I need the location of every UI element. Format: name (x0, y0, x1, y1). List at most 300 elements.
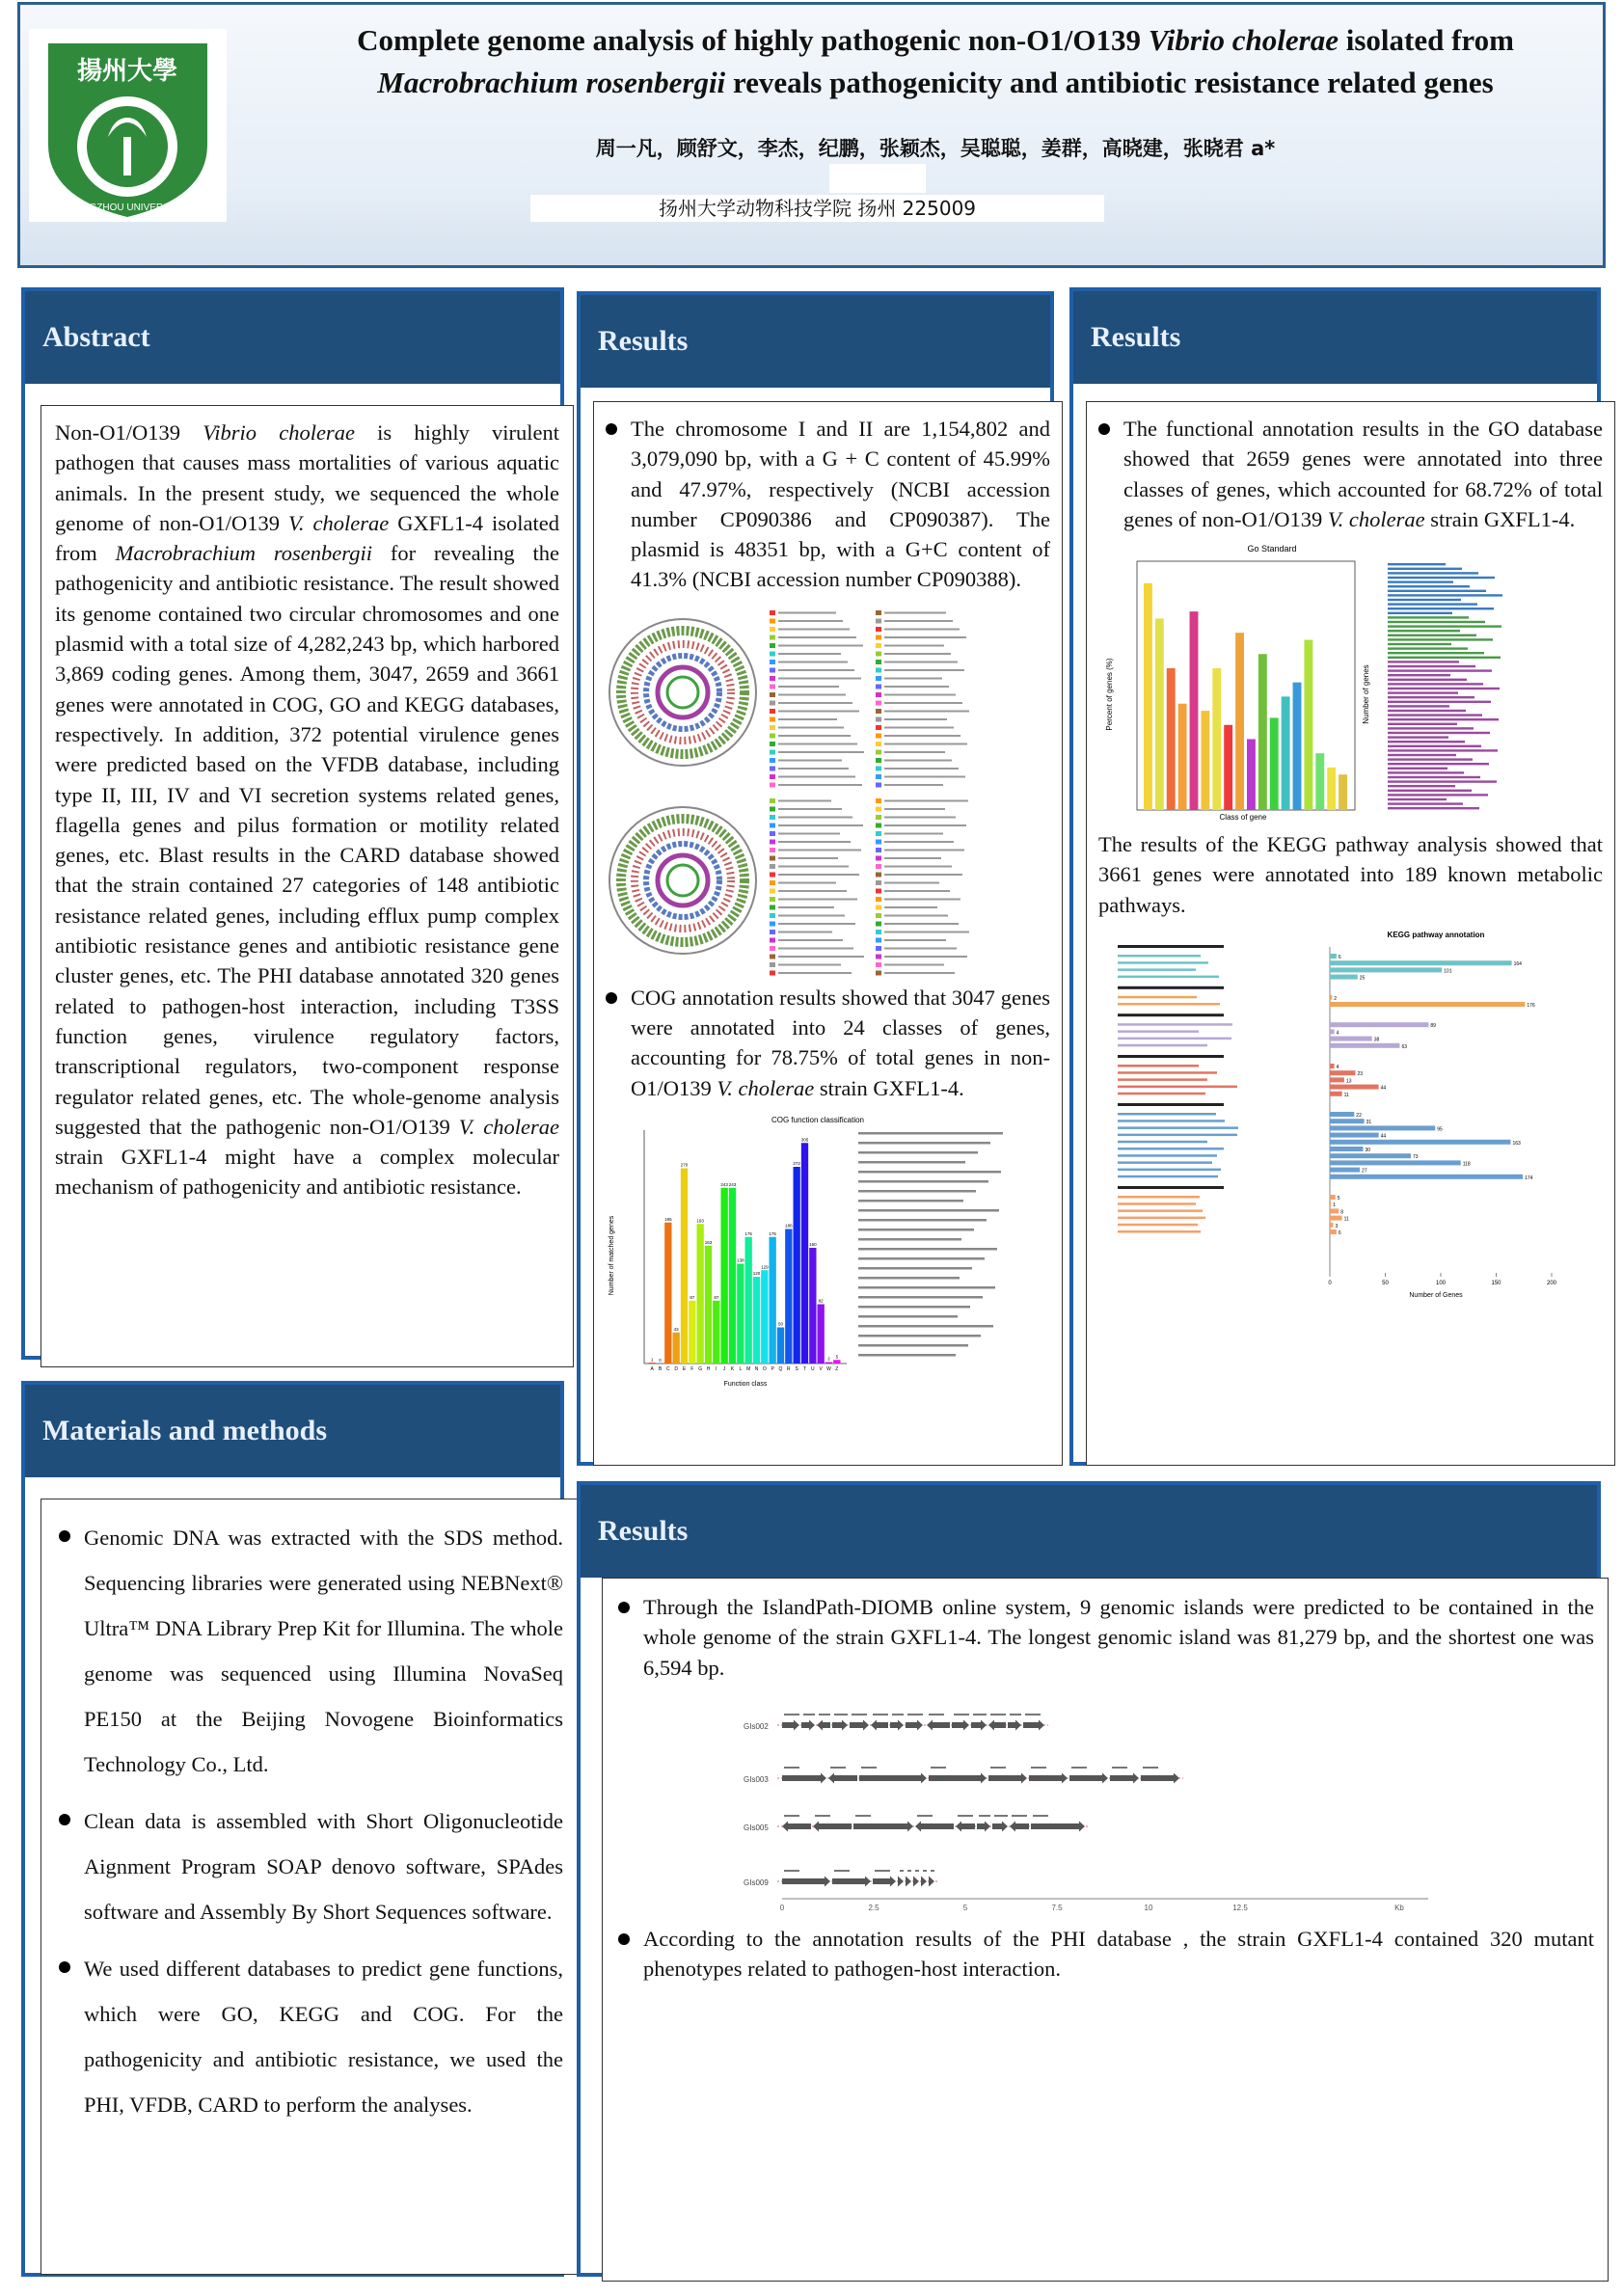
go-legend-line (1388, 657, 1501, 659)
cog-bar-value: 0 (659, 1357, 662, 1363)
legend-swatch (770, 962, 775, 967)
legend-line (884, 686, 949, 688)
go-legend-line (1388, 599, 1461, 601)
results3-bullet-1: Through the IslandPath-DIOMB online system, 9 genomic islands were predicted to be contained in the whole genome of the strain GXFL1-4. The longest genomic island was 81,279 bp, and the shortest one was 6,594 bp. (618, 1592, 1594, 1683)
kegg-item-label-bar (1118, 961, 1208, 964)
legend-line (778, 824, 863, 826)
legend-line (884, 702, 962, 704)
gi-row-label: GIs003 (744, 1774, 769, 1784)
kegg-bar-value: 174 (1525, 1175, 1533, 1181)
legend-swatch (876, 618, 881, 623)
redaction-bar (829, 164, 926, 193)
kegg-tick-label: 0 (1328, 1281, 1332, 1287)
kegg-bar (1330, 1216, 1342, 1221)
cog-tick-label: D (674, 1365, 678, 1372)
cog-bar-F (689, 1301, 695, 1364)
gi-gene-label (1112, 1767, 1127, 1769)
kegg-tick-label: 150 (1491, 1281, 1501, 1287)
go-legend-line (1388, 612, 1452, 614)
kegg-bar (1330, 1092, 1342, 1096)
kegg-item-label-bar (1118, 1217, 1205, 1220)
circos-figure (606, 601, 1050, 977)
cog-legend-line (858, 1219, 987, 1222)
legend-line (778, 799, 831, 801)
go-legend-line (1388, 638, 1493, 640)
legend-swatch (876, 864, 881, 869)
cog-bar-H (705, 1246, 712, 1364)
cog-bar-value: 195 (664, 1216, 672, 1222)
cog-bar-value: 5 (835, 1354, 839, 1360)
gi-gene-arrow (921, 1876, 927, 1886)
go-legend-line (1388, 807, 1479, 809)
gi-row-label: GIs002 (744, 1721, 769, 1731)
legend-line (778, 865, 849, 867)
methods-bullet-3: We used different databases to predict gene functions, which were GO, KEGG and COG. For the pathogenicity and antibiotic resistance, we used the PHI, VFDB, CARD to perform the analyses. (59, 1946, 563, 2127)
legend-swatch (876, 888, 881, 893)
legend-line (778, 906, 834, 908)
legend-line (884, 931, 969, 932)
go-legend-line (1388, 652, 1484, 654)
gi-gene-arrow (929, 1876, 934, 1886)
cog-tick-label: Z (835, 1365, 839, 1372)
legend-swatch (770, 651, 775, 656)
logo-ring-text: YANGZHOU UNIVERSITY (69, 203, 185, 213)
go-legend-line (1388, 785, 1455, 787)
cog-bar-R (785, 1229, 792, 1364)
kegg-bar-value: 31 (1366, 1120, 1372, 1126)
genomic-islands-figure (618, 1696, 1594, 1918)
gi-gene-label (784, 1815, 799, 1817)
go-legend-line (1388, 763, 1489, 765)
cog-legend-line (858, 1296, 983, 1299)
gi-gene-label (973, 1714, 987, 1715)
kegg-axis (1328, 1273, 1556, 1286)
kegg-bar (1330, 1175, 1523, 1179)
go-legend-line (1388, 794, 1488, 796)
legend-line (884, 808, 945, 810)
kegg-item-label-bar (1118, 1038, 1231, 1040)
legend-swatch (876, 709, 881, 714)
legend-line (778, 972, 852, 974)
gi-gene-label (990, 1767, 1006, 1769)
go-legend-line (1388, 741, 1465, 743)
gi-gene-label (958, 1815, 973, 1817)
go-legend-line (1388, 665, 1475, 667)
kegg-chart (1098, 926, 1603, 1311)
legend-line (778, 898, 857, 900)
go-legend-line (1388, 759, 1473, 761)
go-legend-line (1388, 705, 1449, 707)
kegg-bar (1330, 954, 1337, 959)
cog-bar-T (801, 1143, 808, 1364)
kegg-bar (1330, 1112, 1354, 1117)
cog-bar-L (737, 1263, 744, 1364)
kegg-bar-value: 8 (1340, 1209, 1343, 1216)
gi-gene-arrow (782, 1772, 826, 1783)
gi-gene-label (917, 1815, 933, 1817)
affiliation: 扬州大学动物科技学院 扬州 225009 (530, 195, 1104, 222)
kegg-group-label-bar (1118, 945, 1224, 948)
go-legend-line (1388, 661, 1459, 662)
results2-bullet-1: The functional annotation results in the GO database showed that 2659 genes were annotated into three classes of genes, which accounted for 68.72% of total genes of non-O1/O139 V. cholerae strain GXFL1-4. (1098, 414, 1603, 534)
legend-line (884, 874, 962, 876)
university-logo (29, 29, 227, 222)
go-legend-line (1388, 696, 1474, 698)
results1-bullet-1: The chromosome I and II are 1,154,802 and 3,079,090 bp, with a G + C content of 45.99% and 47.97%, respectively (NCBI accession number CP090386 and CP090387). The plasmid is 48351 bp, with a G+C content of 41.3% (NCBI accession number CP090388). (606, 414, 1050, 595)
cog-tick-label: R (787, 1365, 791, 1372)
go-legend-line (1388, 749, 1498, 751)
cog-legend (858, 1132, 1003, 1357)
legend-swatch (876, 962, 881, 967)
legend-line (778, 890, 847, 892)
legend-line (884, 972, 955, 974)
legend-line (778, 628, 850, 630)
kegg-bar-value: 38 (1373, 1037, 1380, 1043)
cog-bar-value: 193 (696, 1218, 704, 1224)
cog-legend-line (858, 1200, 963, 1202)
go-legend-line (1388, 608, 1494, 609)
legend-line (778, 751, 864, 753)
legend-swatch (770, 700, 775, 705)
go-legend-line (1388, 572, 1478, 574)
legend-line (778, 816, 852, 818)
cog-chart-title: COG function classification (771, 1115, 865, 1124)
cog-bar-M (745, 1237, 752, 1364)
legend-line (778, 881, 836, 883)
cog-bar-value: 243 (728, 1181, 737, 1187)
kegg-bar (1330, 1077, 1344, 1082)
gi-gene-label (784, 1870, 799, 1872)
gi-gene-arrow (782, 1719, 799, 1730)
gi-gene-arrow (890, 1719, 904, 1730)
gi-gene-arrow (992, 1821, 1008, 1831)
kegg-xlabel: Number of Genes (1409, 1292, 1463, 1300)
legend-line (884, 726, 954, 728)
gi-gene-label (990, 1714, 1006, 1715)
legend-swatch (770, 970, 775, 975)
gi-axis-label: 10 (1144, 1903, 1153, 1912)
results3-bullet-2: According to the annotation results of the PHI database , the strain GXFL1-4 contained 320 mutant phenotypes related to pathogen-host interaction. (618, 1924, 1594, 1985)
abstract-panel (21, 287, 564, 1360)
methods-bullet-2: Clean data is assembled with Short Oligonucleotide Aignment Program SOAP denovo software, SPAdes software and Assembly By Short Sequences software. (59, 1798, 563, 1934)
legend-swatch (876, 839, 881, 844)
kegg-bar-value: 163 (1512, 1140, 1521, 1147)
legend-swatch (770, 848, 775, 852)
go-legend-line (1388, 590, 1486, 592)
go-legend-line (1388, 732, 1490, 734)
legend-line (884, 857, 941, 859)
legend-swatch (770, 618, 775, 623)
gi-axis-label: 5 (962, 1903, 968, 1912)
go-legend-line (1388, 568, 1462, 570)
go-legend-line (1388, 581, 1453, 583)
kegg-bar-value: 4 (1336, 1030, 1339, 1037)
go-legend-line (1388, 688, 1500, 689)
gi-axis-label: 2.5 (868, 1903, 879, 1912)
cog-bar-value: 50 (777, 1321, 784, 1327)
gi-gene-arrow (906, 1719, 923, 1730)
go-legend-line (1388, 679, 1467, 681)
kegg-bar-value: 13 (1345, 1078, 1352, 1085)
go-legend-line (1388, 710, 1466, 712)
gi-gene-label (931, 1767, 946, 1769)
go-bar (1155, 619, 1164, 811)
cog-tick-label: T (802, 1365, 807, 1372)
legend-line (884, 914, 948, 916)
go-bar (1212, 668, 1221, 810)
kegg-item-label-bar (1118, 1161, 1212, 1164)
kegg-item-label-bar (1118, 1169, 1221, 1172)
legend-line (884, 653, 951, 655)
gi-gene-label (852, 1714, 867, 1715)
go-bar (1224, 725, 1232, 810)
kegg-item-label-bar (1118, 1148, 1224, 1150)
results-box-3 (602, 1578, 1609, 2282)
kegg-bar-value: 25 (1359, 975, 1366, 982)
legend-line (778, 841, 851, 843)
go-legend-line (1388, 630, 1460, 632)
cog-bar-G (697, 1224, 704, 1364)
gi-gene-label (861, 1767, 877, 1769)
go-legend-line (1388, 635, 1476, 636)
gi-gene-arrow (782, 1821, 811, 1831)
legend-swatch (770, 897, 775, 902)
legend-line (778, 931, 832, 932)
methods-panel (21, 1381, 564, 2277)
cog-tick-label: V (819, 1365, 823, 1372)
legend-swatch (876, 954, 881, 959)
gi-gene-label (784, 1714, 799, 1715)
legend-line (778, 710, 859, 712)
kegg-bar (1330, 1168, 1360, 1173)
legend-line (778, 726, 844, 728)
legend-line (778, 702, 852, 704)
legend-line (884, 963, 944, 965)
legend-swatch (876, 610, 881, 615)
legend-swatch (770, 758, 775, 763)
cog-legend-line (858, 1277, 960, 1280)
go-bar (1304, 640, 1312, 810)
go-legend-line (1388, 798, 1447, 800)
cog-bar-value: 87 (690, 1294, 695, 1300)
cog-bar-value: 129 (761, 1264, 769, 1270)
go-xlabel: Class of gene (1219, 813, 1267, 823)
legend-swatch (876, 716, 881, 721)
gi-gene-label (1143, 1767, 1158, 1769)
cog-bar-value: 175 (769, 1230, 776, 1236)
cog-tick-label: O (762, 1365, 767, 1372)
legend-line (884, 890, 950, 892)
cog-bars (649, 1137, 841, 1372)
gi-axis (780, 1899, 1428, 1912)
cog-bar-Q (777, 1327, 784, 1364)
legend-swatch (770, 635, 775, 639)
go-legend-line (1388, 643, 1451, 645)
kegg-item-label-bar (1118, 1224, 1198, 1227)
go-legend-line (1388, 577, 1495, 579)
kegg-item-label-bar (1118, 955, 1201, 958)
kegg-bar-value: 11 (1343, 1092, 1349, 1098)
kegg-item-label-bar (1118, 1134, 1237, 1137)
legend-swatch (876, 725, 881, 730)
cog-tick-label: C (666, 1365, 670, 1372)
legend-swatch (876, 733, 881, 738)
legend-line (884, 751, 945, 753)
go-legend-line (1388, 674, 1450, 676)
kegg-bar (1330, 995, 1332, 1000)
legend-line (884, 898, 960, 900)
cog-bar-value: 87 (714, 1294, 719, 1300)
kegg-bars (1118, 945, 1535, 1236)
kegg-bar (1330, 975, 1358, 980)
gi-gene-arrow (1010, 1821, 1029, 1831)
gi-gene-arrow (952, 1719, 969, 1730)
legend-swatch (876, 848, 881, 852)
kegg-bar-value: 4 (1336, 1065, 1339, 1071)
methods-heading: Materials and methods (25, 1385, 560, 1477)
go-legend-line (1388, 692, 1458, 694)
cog-tick-label: L (739, 1365, 743, 1372)
legend-line (884, 743, 967, 744)
gi-gene-arrow (853, 1821, 913, 1831)
kegg-bar (1330, 1085, 1379, 1090)
cog-legend-line (858, 1257, 985, 1260)
go-legend-line (1388, 626, 1501, 628)
gi-axis-label: Kb (1394, 1903, 1404, 1912)
go-legend-line (1388, 737, 1448, 739)
legend-swatch (876, 880, 881, 885)
legend-line (778, 947, 853, 949)
legend-line (778, 768, 849, 770)
results-heading-3: Results (581, 1485, 1597, 1578)
legend-swatch (770, 716, 775, 721)
author-list: 周一凡，顾舒文，李杰，纪鹏，张颖杰，吴聪聪，姜群，高晓建，张晓君 a* (595, 137, 1276, 160)
gi-gene-arrow (1031, 1821, 1085, 1831)
gi-gene-arrow (988, 1719, 1006, 1730)
kegg-bar-value: 44 (1380, 1133, 1387, 1140)
legend-swatch (876, 806, 881, 811)
legend-swatch (876, 635, 881, 639)
gi-gene-label (834, 1870, 850, 1872)
cog-bar-C (664, 1223, 671, 1364)
legend-line (884, 832, 943, 834)
gi-row-label: GIs005 (744, 1823, 769, 1832)
cog-bar-W (825, 1362, 832, 1364)
kegg-item-label-bar (1118, 1154, 1217, 1157)
kegg-group-label-bar (1118, 1055, 1224, 1058)
legend-line (778, 718, 837, 720)
gi-gene-label (1012, 1815, 1027, 1817)
legend-swatch (876, 930, 881, 934)
legend-swatch (876, 742, 881, 746)
results-panel-1 (577, 291, 1054, 1466)
go-bar (1190, 611, 1199, 810)
cog-legend-line (858, 1306, 970, 1309)
legend-swatch (770, 839, 775, 844)
gi-gene-arrow (871, 1719, 888, 1730)
cog-bar-E (681, 1168, 688, 1364)
go-legend-line (1388, 563, 1446, 565)
kegg-bar-value: 11 (1343, 1216, 1349, 1223)
gi-gene-label (1031, 1767, 1046, 1769)
gi-gene-label (1033, 1815, 1048, 1817)
go-legend-line (1388, 803, 1463, 805)
gi-gene-label (830, 1767, 846, 1769)
kegg-bar-value: 23 (1357, 1071, 1364, 1078)
kegg-item-label-bar (1118, 976, 1219, 979)
abstract-text: Non-O1/O139 Vibrio cholerae is highly virulent pathogen that causes mass mortalities of various aquatic animals. In the present study, we sequenced the whole genome of non-O1/O139 V. cholerae GXFL1-4 isolated from Macrobrachium rosenbergii for revealing the pathogenicity and antibiotic resistance. The result showed its genome contained two circular chromosomes and one plasmid with a total size of 4,282,243 bp, which harbored 3,869 coding genes. Among them, 3047, 2659 and 3661 genes were annotated in COG, GO and KEGG databases, respectively. In addition, 372 potential virulence genes were predicted based on the VFDB database, including type II, III, IV and VI secretion systems related genes, flagella genes and pilus formation or motility related genes, etc. Blast results in the CARD database showed that the strain contained 27 categories of 148 antibiotic resistance related genes, including efflux pump complex antibiotic resistance genes and antibiotic resistance gene cluster genes, etc. The PHI database annotated 320 genes related to pathogen-host interaction, including T3SS function genes, virulence regulatory factors, transcriptional regulators, two-component response regulator related genes, etc. The whole-genome analysis suggested that the pathogenic non-O1/O139 V. cholerae strain GXFL1-4 might have a complex molecular mechanism of pathogenicity and antibiotic resistance. (41, 405, 574, 1367)
cog-legend-line (858, 1190, 976, 1193)
legend-line (778, 963, 841, 965)
kegg-item-label-bar (1118, 1230, 1201, 1233)
kegg-group-label-bar (1118, 1186, 1224, 1189)
cog-legend-line (858, 1151, 978, 1154)
legend-line (778, 735, 851, 737)
legend-line (884, 906, 937, 908)
legend-swatch (770, 684, 775, 689)
kegg-item-label-bar (1118, 996, 1197, 999)
gi-gene-label (875, 1870, 890, 1872)
legend-line (778, 775, 855, 777)
go-legend-line (1388, 585, 1470, 587)
cog-tick-label: I (716, 1365, 717, 1372)
cog-legend-line (858, 1171, 1001, 1174)
gi-gene-label (1010, 1714, 1021, 1715)
go-bar (1258, 654, 1267, 810)
legend-swatch (876, 660, 881, 664)
kegg-bar (1330, 967, 1442, 972)
legend-line (884, 759, 952, 761)
cog-bar-value: 43 (673, 1326, 679, 1332)
gi-gene-arrow (977, 1821, 990, 1831)
legend-line (778, 759, 842, 761)
cog-legend-line (858, 1344, 968, 1347)
circos-legend-a (770, 610, 969, 788)
cog-legend-line (858, 1142, 990, 1145)
legend-swatch (876, 897, 881, 902)
go-chart (1098, 540, 1603, 829)
legend-swatch (876, 651, 881, 656)
legend-swatch (770, 831, 775, 836)
gi-gene-arrow (927, 1719, 950, 1730)
legend-swatch (876, 692, 881, 697)
legend-line (778, 677, 861, 679)
cog-tick-label: M (746, 1365, 751, 1372)
cog-bar-value: 243 (720, 1181, 728, 1187)
gi-gene-arrow (782, 1876, 830, 1886)
go-bar (1315, 753, 1324, 810)
kegg-bar-value: 164 (1513, 961, 1522, 968)
kegg-item-label-bar (1118, 1093, 1205, 1095)
kegg-bar (1330, 960, 1512, 965)
go-legend-line (1388, 604, 1477, 606)
cog-chart (606, 1111, 1050, 1391)
kegg-bar (1330, 1043, 1399, 1048)
kegg-item-label-bar (1118, 1065, 1199, 1067)
kegg-tick-label: 200 (1546, 1281, 1557, 1287)
gi-gene-label (819, 1714, 830, 1715)
legend-line (884, 611, 946, 613)
cog-bar-value: 2 (827, 1356, 830, 1362)
legend-line (884, 799, 968, 801)
go-legend-line (1388, 754, 1456, 756)
kegg-item-label-bar (1118, 1126, 1238, 1129)
legend-line (778, 849, 861, 851)
legend-line (884, 644, 944, 646)
legend-swatch (770, 864, 775, 869)
legend-line (778, 611, 836, 613)
go-bar (1270, 718, 1279, 811)
